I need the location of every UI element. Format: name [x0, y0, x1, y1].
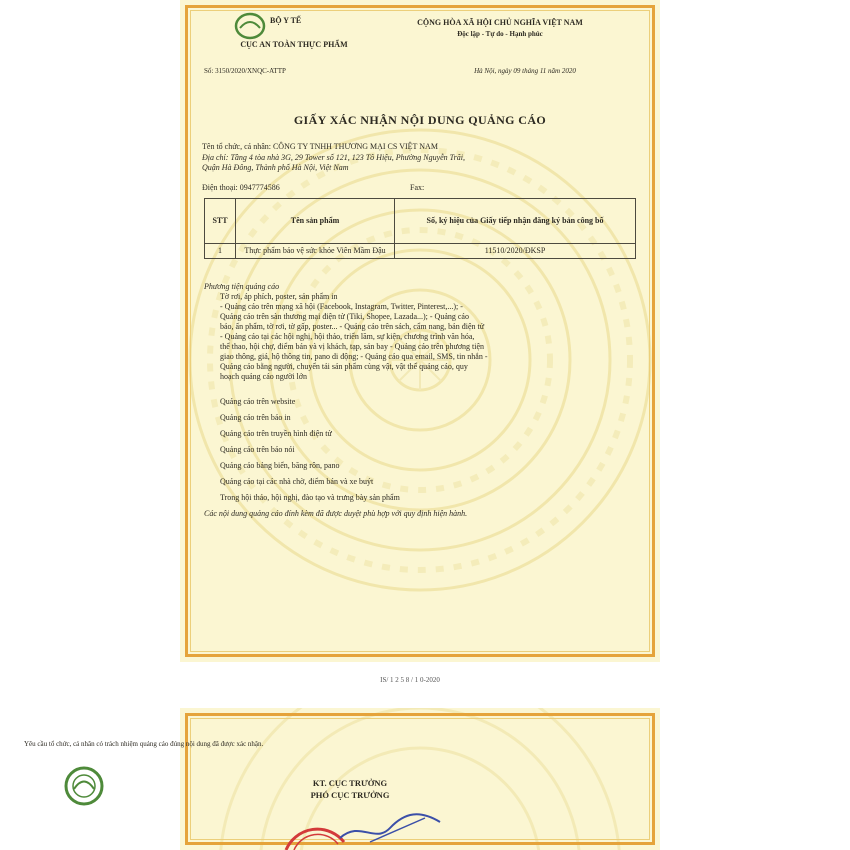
- media-bullet: Quảng cáo bảng biển, băng rôn, pano: [220, 461, 340, 470]
- document-date: Hà Nội, ngày 09 tháng 11 năm 2020: [474, 67, 576, 75]
- media-line: - Quảng cáo trên mạng xã hội (Facebook, Instagram, Twitter, Pinterest,...); -: [220, 302, 463, 311]
- nation-motto: Độc lập - Tự do - Hạnh phúc: [457, 30, 543, 38]
- media-line: Quảng cáo trên sàn thương mại điện tử (Tiki, Shopee, Lazada...); - Quảng cáo: [220, 312, 469, 321]
- media-line: - Quảng cáo tại các hội nghị, hội thảo, triển lãm, sự kiện, chương trình văn hóa,: [220, 332, 475, 341]
- page-footer-number: IS/ 1 2 5 8 / 1 0-2020: [380, 676, 440, 684]
- address-line-2: Quận Hà Đông, Thành phố Hà Nội, Việt Nam: [202, 163, 349, 172]
- signer-subtitle: PHÓ CỤC TRƯỞNG: [310, 790, 390, 800]
- table-cell-cert: 11510/2020/ĐKSP: [395, 244, 636, 259]
- media-line: thể thao, hội chợ, điểm bán và vị khách, tạp, sản bay - Quảng cáo trên phương tiện: [220, 342, 485, 351]
- fax-line: Fax:: [410, 183, 425, 192]
- media-line: Quảng cáo bằng người, chuyển tải sản phẩm cùng vật, vật thể quảng cáo, quy: [220, 362, 468, 371]
- approval-note: Các nội dung quảng cáo đính kèm đã được duyệt phù hợp với quy định hiện hành.: [204, 509, 468, 518]
- address-line-1: Địa chỉ: Tầng 4 tòa nhà 3G, 29 Tower số 121, 123 Tô Hiệu, Phường Nguyễn Trãi,: [202, 153, 466, 162]
- media-heading: Phương tiện quảng cáo: [204, 282, 280, 291]
- media-line: hoạch quảng cáo người lớn: [220, 372, 307, 381]
- media-bullet: Quảng cáo trên báo nói: [220, 445, 295, 454]
- organization-line: Tên tổ chức, cá nhân: CÔNG TY TNHH THƯƠNG MẠI CS VIỆT NAM: [202, 142, 438, 151]
- media-bullet: Trong hội thảo, hội nghị, đào tạo và trưng bày sản phẩm: [220, 493, 400, 502]
- agency-name: CỤC AN TOÀN THỰC PHẨM: [240, 40, 348, 49]
- agency-parent: BỘ Y TẾ: [270, 16, 302, 25]
- agency-seal-logo-icon: [62, 764, 106, 808]
- nation-title: CỘNG HÒA XÃ HỘI CHỦ NGHĨA VIỆT NAM: [417, 18, 583, 27]
- media-line: giao thông, giá, hộ thông tin, pano di động; - Quảng cáo qua email, SMS, tin nhắn -: [220, 352, 488, 361]
- signer-title: KT. CỤC TRƯỞNG: [312, 778, 388, 788]
- table-cell-product: Thực phẩm bảo vệ sức khỏe Viên Mầm Đậu: [236, 244, 395, 259]
- media-bullet: Quảng cáo tại các nhà chờ, điểm bán và xe buýt: [220, 477, 374, 486]
- table-header-stt: STT: [205, 199, 236, 244]
- table-header-product: Tên sản phẩm: [236, 199, 395, 244]
- document-number: Số: 3150/2020/XNQC-ATTP: [204, 67, 286, 75]
- media-bullet: Quảng cáo trên báo in: [220, 413, 291, 422]
- media-line: Tờ rơi, áp phích, poster, sản phẩm in: [220, 292, 338, 301]
- product-table: [204, 198, 636, 259]
- signature-icon: [330, 800, 450, 850]
- table-header-cert: Số, ký hiệu của Giấy tiếp nhận đăng ký bản công bố: [395, 199, 636, 244]
- media-bullet: Quảng cáo trên website: [220, 397, 296, 406]
- document-title: GIẤY XÁC NHẬN NỘI DUNG QUẢNG CÁO: [293, 113, 547, 127]
- table-header-row: [205, 199, 636, 244]
- table-cell-stt: 1: [205, 244, 236, 259]
- media-line: báo, ấn phẩm, tờ rơi, tờ gấp, poster... - Quảng cáo trên sách, cẩm nang, bản điện tử: [220, 322, 485, 331]
- agency-logo-icon: [230, 12, 270, 40]
- phone-line: Điện thoại: 0947774586: [202, 183, 280, 192]
- confirmation-text: Yêu cầu tổ chức, cá nhân có trách nhiệm quảng cáo đúng nội dung đã được xác nhận.: [24, 740, 264, 748]
- table-row: [205, 244, 636, 259]
- media-bullet: Quảng cáo trên truyền hình điện tử: [220, 429, 332, 438]
- document-page-1: [180, 0, 660, 662]
